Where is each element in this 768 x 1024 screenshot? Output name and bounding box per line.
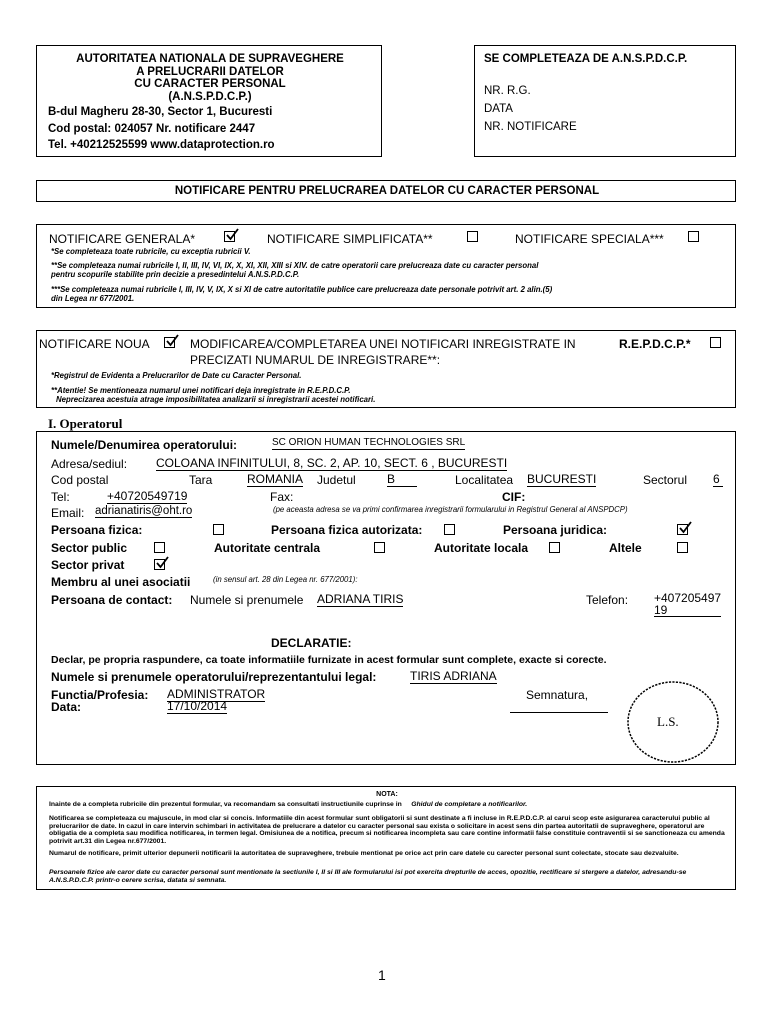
pj-checkbox[interactable] xyxy=(677,524,688,535)
localitatea-label: Localitatea xyxy=(455,473,514,487)
checkmark-icon xyxy=(225,228,239,242)
form-title: NOTIFICARE PENTRU PRELUCRAREA DATELOR CU CARACTER PERSONAL xyxy=(174,185,600,197)
membru-label: Membru al unei asociatii xyxy=(51,575,191,589)
address-field[interactable]: COLOANA INFINITULUI, 8, SC. 2, AP. 10, SECT. 6 , BUCURESTI xyxy=(156,456,508,470)
notif-repdcp-checkbox[interactable] xyxy=(710,337,721,348)
numele-label: Numele si prenumele xyxy=(190,593,304,607)
legal-rep-label: Numele si prenumele operatorului/reprezentantului legal: xyxy=(51,670,377,684)
office-nr-notificare: NR. NOTIFICARE xyxy=(484,121,577,133)
email-label: Email: xyxy=(51,506,85,520)
office-data: DATA xyxy=(484,103,513,115)
authority-name: AUTORITATEA NATIONALA DE SUPRAVEGHERE A PRELUCRARII DATELOR CU CARACTER PERSONAL (A.N.S.P.D.C.P.) xyxy=(76,53,344,103)
semnatura-label: Semnatura, xyxy=(526,688,589,702)
authority-address: B-dul Magheru 28-30, Sector 1, Bucuresti xyxy=(48,106,273,118)
form-title-box xyxy=(36,180,736,202)
nota-box xyxy=(36,786,736,890)
notif-noua-checkbox[interactable] xyxy=(164,337,175,348)
nota-paragraph-2: Notificarea se completeaza cu majuscule, in mod clar si concis. Informatiile din acest formular sunt obligatorii si sunt destinate a fi incluse in R.E.P.D.C.P. al carui scop este asigurarea caracterului public al prelucrarilor de date. In cazul in care intervin schimbari in activitatea de prelucrare a datelor cu caracter personal sau exista o solicitare in acest sens din partea autoritatii de supraveghere, operatorul are obligatia de a completa sau modifica notificarea, in termen legal. Omisiunea de a notifica, precum si notificarea incompleta sau care contine informatii false constituie contraventii si se sanctioneaza cu amenda potrivit art.31 din Legea nr.677/2001. xyxy=(49,815,725,845)
telefon-label: Telefon: xyxy=(586,593,629,607)
autoritate-locala-label: Autoritate locala xyxy=(434,541,529,555)
cod-postal-label: Cod postal xyxy=(51,473,109,487)
office-title: SE COMPLETEAZA DE A.N.S.P.D.C.P. xyxy=(484,53,688,65)
status-note-2: **Atentie! Se mentioneaza numarul unei notificari deja inregistrate in R.E.P.D.C.P. Neprecizarea acestuia atrage imposibilitatea analizarii si inregistrarii acestei notificari. xyxy=(51,386,376,404)
autoritate-centrala-label: Autoritate centrala xyxy=(214,541,321,555)
declaration-title: DECLARATIE: xyxy=(271,636,352,650)
functia-label: Functia/Profesia: xyxy=(51,688,149,702)
notif-note-2: **Se completeaza numai rubricile I, II, III, IV, VI, IX, X, XI, XII, XIII si XIV. de catre operatorii care prelucreaza date cu caracter personal pentru scopurile stabilite prin decizie a presedintelui A.N.S.P.D.C.P. xyxy=(51,261,539,279)
functia-field[interactable]: ADMINISTRATOR xyxy=(167,687,266,701)
judetul-label: Judetul xyxy=(317,473,356,487)
authority-postal: Cod postal: 024057 Nr. notificare 2447 xyxy=(48,123,256,135)
pf-label: Persoana fizica: xyxy=(51,523,143,537)
pfa-label: Persoana fizica autorizata: xyxy=(271,523,423,537)
authority-contact: Tel. +40212525599 www.dataprotection.ro xyxy=(48,139,275,151)
legal-rep-field[interactable]: TIRIS ADRIANA xyxy=(410,669,497,683)
tara-label: Tara xyxy=(189,473,213,487)
stamp-label: L.S. xyxy=(657,714,679,729)
localitatea-field[interactable]: BUCURESTI xyxy=(527,472,597,486)
email-field[interactable]: adrianatiris@oht.ro xyxy=(95,505,193,517)
autoritate-centrala-checkbox[interactable] xyxy=(374,542,385,553)
address-label: Adresa/sediul: xyxy=(51,457,128,471)
notif-precizati-label: PRECIZATI NUMARUL DE INREGISTRARE**: xyxy=(190,353,441,367)
notification-type-box xyxy=(36,224,736,308)
notif-speciala-checkbox[interactable] xyxy=(688,231,699,242)
sectorul-label: Sectorul xyxy=(643,473,688,487)
page-number: 1 xyxy=(378,967,386,983)
office-nr-rg: NR. R.G. xyxy=(484,85,531,97)
altele-label: Altele xyxy=(609,541,642,555)
authority-box xyxy=(36,45,382,157)
notification-status-box xyxy=(36,330,736,408)
checkmark-icon xyxy=(678,521,692,535)
sector-privat-label: Sector privat xyxy=(51,558,125,572)
checkmark-icon xyxy=(165,334,179,348)
declaration-text: Declar, pe propria raspundere, ca toate informatiile furnizate in acest formular sunt complete, exacte si corecte. xyxy=(51,654,607,666)
sector-public-label: Sector public xyxy=(51,541,128,555)
email-note: (pe aceasta adresa se va primi confirmarea inregistrarii formularului in Registrul General al ANSPDCP) xyxy=(273,505,628,514)
sector-privat-checkbox[interactable] xyxy=(154,559,165,570)
notif-simplificata-label: NOTIFICARE SIMPLIFICATA** xyxy=(267,232,433,246)
sector-public-checkbox[interactable] xyxy=(154,542,165,553)
tel-label: Tel: xyxy=(51,490,70,504)
notif-noua-label: NOTIFICARE NOUA xyxy=(39,337,150,351)
tel-field[interactable]: +40720549719 xyxy=(107,489,188,503)
data-field[interactable]: 17/10/2014 xyxy=(167,699,228,713)
cif-label: CIF: xyxy=(502,490,526,504)
nota-paragraph-4: Persoanele fizice ale caror date cu caracter personal sunt mentionate la sectiunile I, II si III ale formularului isi pot exercita drepturile de acces, opozitie, rectificare si stergere a datelor, adresandu-se A.N.S.P.D.C.P. printr-o cerere scrisa, datata si semnata. xyxy=(49,869,687,884)
operator-box xyxy=(36,431,736,765)
status-note-1: *Registrul de Evidenta a Prelucrarilor de Date cu Caracter Personal. xyxy=(51,371,302,380)
tara-field[interactable]: ROMANIA xyxy=(247,472,304,486)
contact-name-field[interactable]: ADRIANA TIRIS xyxy=(317,592,404,606)
pf-checkbox[interactable] xyxy=(213,524,224,535)
notif-modificare-label: MODIFICAREA/COMPLETAREA UNEI NOTIFICARI INREGISTRATE IN xyxy=(190,337,576,351)
fax-label: Fax: xyxy=(270,490,294,504)
pj-label: Persoana juridica: xyxy=(503,523,608,537)
checkmark-icon xyxy=(155,556,169,570)
notif-repdcp-label: R.E.P.D.C.P.* xyxy=(619,337,691,351)
membru-note: (in sensul art. 28 din Legea nr. 677/2001): xyxy=(213,575,358,584)
notif-generala-checkbox[interactable] xyxy=(224,231,235,242)
notif-simplificata-checkbox[interactable] xyxy=(467,231,478,242)
judetul-field[interactable]: B xyxy=(387,472,417,487)
nota-title: NOTA: xyxy=(376,791,398,798)
altele-checkbox[interactable] xyxy=(677,542,688,553)
notif-generala-label: NOTIFICARE GENERALA* xyxy=(49,232,196,246)
operator-name-field[interactable]: SC ORION HUMAN TECHNOLOGIES SRL xyxy=(272,437,466,448)
pfa-checkbox[interactable] xyxy=(444,524,455,535)
autoritate-locala-checkbox[interactable] xyxy=(549,542,560,553)
office-use-box xyxy=(474,45,736,157)
operator-name-label: Numele/Denumirea operatorului: xyxy=(51,438,238,452)
section-title: I. Operatorul xyxy=(48,416,123,431)
notif-note-3: ***Se completeaza numai rubricile I, III, IV, V, IX, X si XI de catre autoritatile publice care prelucreaza date personale potrivit art. 2 alin.(5) din Legea nr 677/2001. xyxy=(51,285,553,303)
notif-note-1: *Se completeaza toate rubricile, cu exceptia rubricii V. xyxy=(51,247,251,256)
data-label: Data: xyxy=(51,700,82,714)
contact-label: Persoana de contact: xyxy=(51,593,173,607)
sectorul-field[interactable]: 6 xyxy=(713,472,723,487)
signature-line[interactable] xyxy=(510,712,608,713)
notif-speciala-label: NOTIFICARE SPECIALA*** xyxy=(515,232,664,246)
telefon-field[interactable]: +407205497 19 xyxy=(654,591,722,617)
nota-paragraph-1: Inainte de a completa rubricile din prezentul formular, va recomandam sa consultati instructiunile cuprinse in Ghidul de completare a notificarilor. xyxy=(49,801,528,808)
nota-paragraph-3: Numarul de notificare, primit ulterior depunerii notificarii la autoritatea de supraveghere, trebuie mentionat pe orice act prin care datele cu carecter personal sunt colectate, stocate sau dezvaluite. xyxy=(49,850,679,857)
